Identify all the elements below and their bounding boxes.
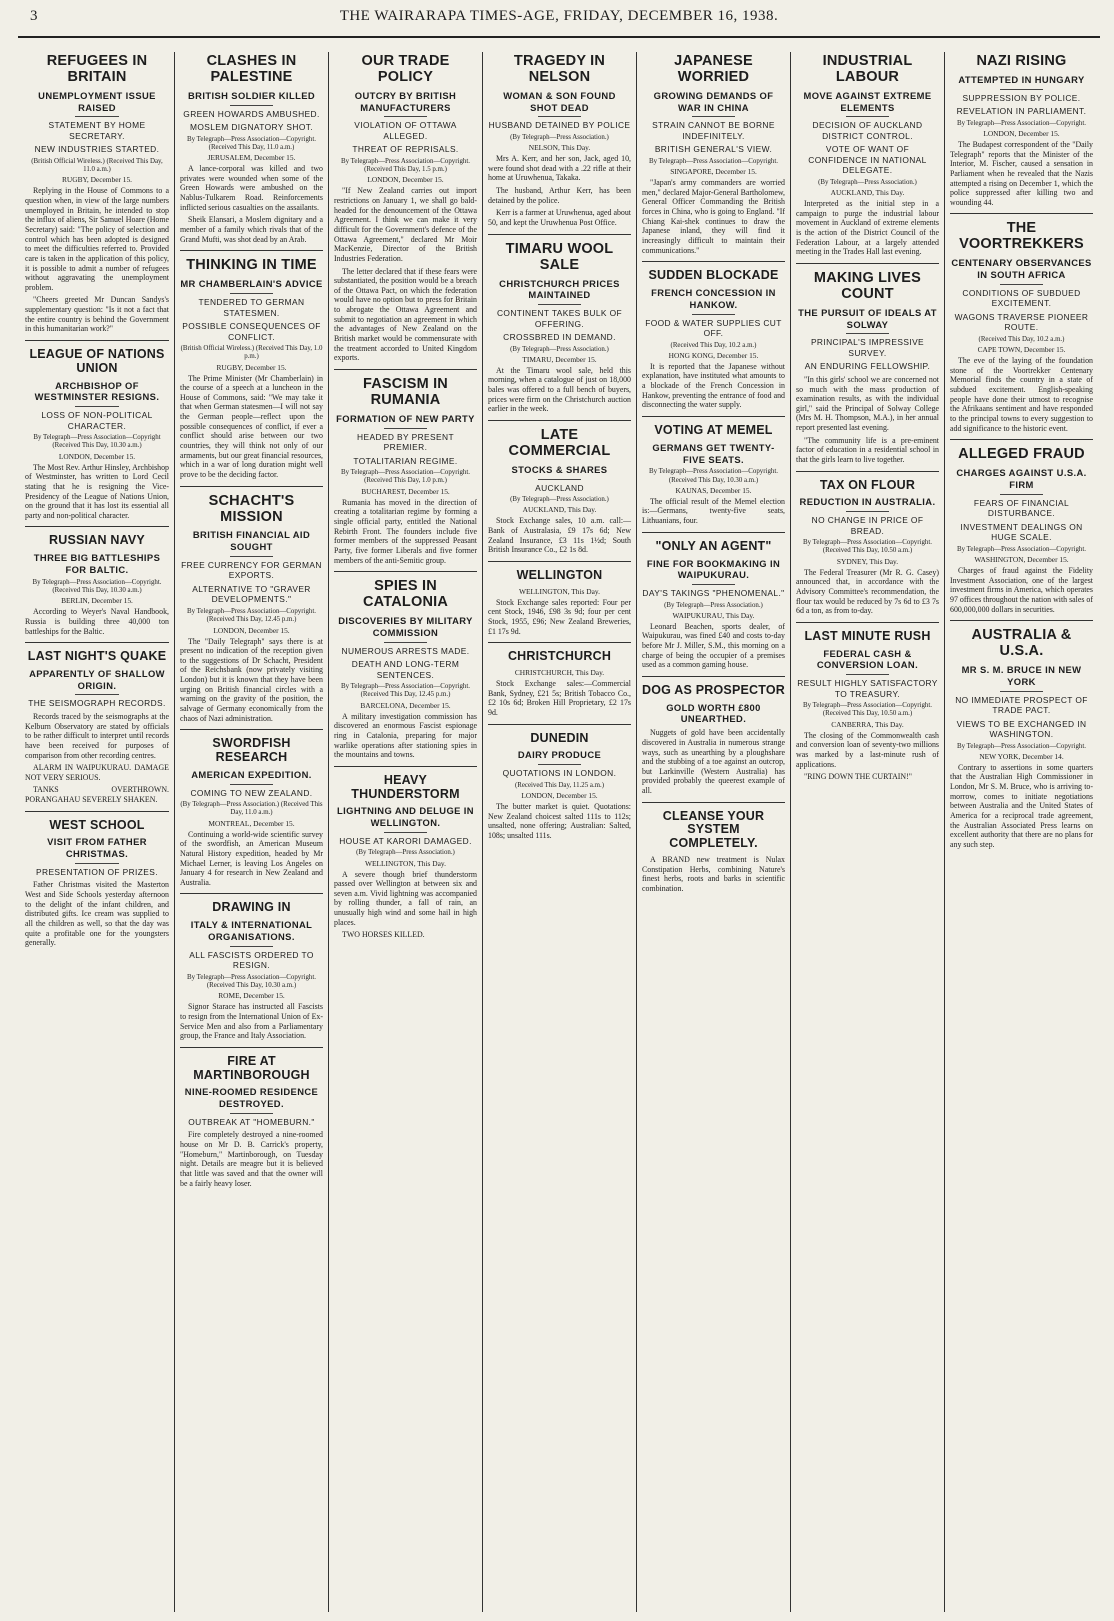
article <box>488 234 631 414</box>
article <box>950 620 1093 849</box>
article-headline: HEAVY THUNDERSTORM <box>351 772 460 801</box>
article-subheading: CHRISTCHURCH PRICES MAINTAINED <box>499 277 620 301</box>
article-dateline: WASHINGTON, December 15. <box>974 554 1069 564</box>
divider-rule <box>538 479 581 480</box>
divider-rule <box>230 105 273 106</box>
article-headline: DOG AS PROSPECTOR <box>642 682 786 697</box>
article <box>25 54 169 334</box>
article-subheading: OUTBREAK AT "HOMEBURN." <box>188 1116 315 1127</box>
article-headline: SPIES IN CATALONIA <box>362 578 449 611</box>
article-headline: NAZI RISING <box>976 53 1067 69</box>
article-dateline: LONDON, December 15. <box>58 451 136 461</box>
article-paragraph: Contrary to assertions in some quarters that the Australian High Commissioner in London, Mr S. M. Bruce, who is arriving to-morrow, comes to initiate negotiations between Australia and the United States of America for a reciprocal trade agreement, the Australian Associated Press learns on excellent authority that there are no plans for any such step. <box>950 762 1093 849</box>
article-paragraph: "Japan's army commanders are worried men," declared Major-General Bartholomew, General Officer Commanding the British forces in China, who is going to England. "If Chiang Kai-shek continues to draw the Japanese inland, they will find it increasingly difficult to maintain their communications." <box>642 178 785 255</box>
divider-rule <box>538 764 581 765</box>
article <box>180 54 323 244</box>
article-paragraph: Rumania has moved in the direction of creating a totalitarian regime by forming a single official party, entitled the National Rebirth Front. The founders include five former members of the suppressed Peasant Party, five former Liberals and five former members of the anti-Semitic group. <box>334 497 477 565</box>
article-subheading: HOUSE AT KARORI DAMAGED. <box>339 835 472 846</box>
divider-rule <box>538 116 581 117</box>
article-subheading: NUMEROUS ARRESTS MADE. <box>341 645 470 656</box>
article-paragraph: The butter market is quiet. Quotations: New Zealand choicest salted 111s to 112s; unsalted, none offering; Australian: Salted, 108s; unsalted 111s. <box>488 801 631 840</box>
article <box>642 261 785 410</box>
article-paragraph: The Budapest correspondent of the "Daily Telegraph" reports that the Minister of the Interior, M. Fischer, caused a sensation in Parliament when he revealed that the Nazis attempted a rising on December 1, which the police suppressed after killing two and wounding 44. <box>950 139 1093 207</box>
article-dateline: TIMARU, December 15. <box>522 354 597 364</box>
divider-rule <box>230 293 273 294</box>
article-paragraph: Charges of fraud against the Fidelity Investment Association, one of the largest investment firms in America, which operates 97 offices throughout the nation with sales of 600,000,000 dollars in securities. <box>950 565 1093 614</box>
article-paragraph: The letter declared that if these fears were substantiated, the position would be a breach of the Ottawa Pact, on which the federation would have no option but to press for Britain to abrogate the Ottawa Agreement and submit to negotiation an agreement in which the advantages of New Zealand on the British market would be commensurate with the treatment accorded to United Kingdom exports. <box>334 266 477 363</box>
article-paragraph: Mrs A. Kerr, and her son, Jack, aged 10, were found shot dead with a .22 rifle at their home at Uruwhenua, Takaka. <box>488 154 631 183</box>
article-paragraph: The closing of the Commonwealth cash and conversion loan of seventy-two millions was marked by a last-minute rush of applications. <box>796 730 939 769</box>
article-subheading: ALL FASCISTS ORDERED TO RESIGN. <box>189 949 314 971</box>
article-paragraph: The Prime Minister (Mr Chamberlain) in the course of a speech at a luncheon in the House of Commons, said: "We may take it that when German statesmen—I will not say the German people—reflect upon the possible consequences of conflict, if ever a conflict should arise between our two countries, they will think not only of our armaments, but our great financial resources, which in a war of long duration might well prove to be the deciding factor. <box>180 373 323 479</box>
divider-rule <box>1000 691 1043 692</box>
article-subheading: HUSBAND DETAINED BY POLICE <box>488 120 631 131</box>
article-headline: JAPANESE WORRIED <box>674 53 753 85</box>
article-subheading: CHARGES AGAINST U.S.A. FIRM <box>956 467 1087 490</box>
article-paragraph: The Most Rev. Arthur Hinsley, Archbishop of Westminster, has written to Lord Cecil stating that he is resigning the Vice-Presidency of the League of Nations Union, on the ground that it has lost its essential all party and non-political character. <box>25 462 169 520</box>
article-paragraph: A lance-corporal was killed and two privates were wounded when some of the Green Howards were ambushed on the Nablus-Tulkarem Road. Reinforcements inflicted serious casualties on the assailants. <box>180 164 323 212</box>
article-dateline: LONDON, December 15. <box>367 175 444 185</box>
article-paragraph: Interpreted as the initial step in a campaign to purge the industrial labour movement in Auckland of extreme elements is the action of the District Council of the Federation Labour, at a largely attended meeting in the Trades Hall last evening. <box>796 199 939 257</box>
article-subheading: FREE CURRENCY FOR GERMAN EXPORTS. <box>181 559 322 581</box>
article <box>950 54 1093 207</box>
article-paragraph: "RING DOWN THE CURTAIN!" <box>804 772 912 782</box>
article-subheading: FINE FOR BOOKMAKING IN WAIPUKURAU. <box>646 557 781 581</box>
article-paragraph: Stock Exchange sales, 10 a.m. call:—Bank of Australasia, £9 17s 6d; New Zealand Insurance, £3 11s 1½d; South British Insurance Co., £2 1s 8d. <box>488 516 631 555</box>
article-paragraph: The husband, Arthur Kerr, has been detained by the police. <box>488 186 631 205</box>
article-headline: AUSTRALIA & U.S.A. <box>971 627 1072 660</box>
article-headline: OUR TRADE POLICY <box>361 53 450 85</box>
article-credit: By Telegraph—Press Association—Copyright. (Received This Day, 12.45 p.m.) <box>187 607 316 624</box>
article-subheading: HEADED BY PRESENT PREMIER. <box>357 431 454 453</box>
article-subheading: DEATH AND LONG-TERM SENTENCES. <box>351 659 460 680</box>
article <box>25 642 169 805</box>
article-subheading: GROWING DEMANDS OF WAR IN CHINA <box>653 89 774 113</box>
article-paragraph: Records traced by the seismographs at the Kelburn Observatory are stated by officials to be rather difficult to interpret until records have been received for purposes of comparison from other recording centres. <box>25 711 169 760</box>
article-dateline: CHRISTCHURCH, This Day. <box>514 668 605 678</box>
article-dateline: SINGAPORE, December 15. <box>670 167 757 177</box>
article-credit: By Telegraph—Press Association—Copyright. (Received This Day, 10.50 a.m.) <box>803 539 932 555</box>
article-subheading: DAIRY PRODUCE <box>517 749 602 761</box>
article-dateline: WELLINGTON, This Day. <box>365 858 446 868</box>
column <box>174 52 328 1612</box>
divider-rule <box>230 556 273 557</box>
article-paragraph: Father Christmas visited the Masterton West and Side Schools yesterday afternoon to the delight of the infant children, and distributed gifts. Ice cream was supplied to all the children as well, so that the day was quite a profitable one for the youngsters generally. <box>25 880 169 948</box>
article-credit: By Telegraph—Press Association—Copyright. (Received This Day, 10.30 a.m.) <box>649 468 778 484</box>
article-subheading: AN ENDURING FELLOWSHIP. <box>804 361 931 372</box>
article <box>25 526 169 636</box>
article-paragraph: The eve of the laying of the foundation stone of the Voortrekker Centenary Memorial finds the country in a state of subdued excitement. English-speaking people have done their utmost to recognise the Afrikaans sentiment and have responded to the principal towns to every suggestion to add significance to the historic event. <box>950 356 1093 433</box>
article-paragraph: It is reported that the Japanese without explanation, have instituted what amounts to a blockade of the French Concession in Hankow, preventing the entrance of food and disconnecting the water supply. <box>642 361 785 410</box>
article-headline: TAX ON FLOUR <box>819 477 916 492</box>
article <box>25 811 169 948</box>
article-credit: (Received This Day, 10.2 a.m.) <box>670 341 757 349</box>
article-headline: "ONLY AN AGENT" <box>655 538 772 553</box>
article-subheading: LOSS OF NON-POLITICAL CHARACTER. <box>41 410 153 431</box>
article <box>796 263 939 465</box>
article-credit: By Telegraph—Press Association—Copyright. (Received This Day, 1.0 p.m.) <box>341 469 470 485</box>
article-subheading: DISCOVERIES BY MILITARY COMMISSION <box>338 615 473 638</box>
article-subheading: FEARS OF FINANCIAL DISTURBANCE. <box>973 497 1070 519</box>
article-paragraph: "In this girls' school we are concerned not so much with the mass production of examination results, as with the individual girl," said the Principal of Solway College (Mrs M. H. Thompson, M.A.), in her annual report presented last evening. <box>796 374 939 433</box>
article <box>642 416 785 526</box>
article-subheading: VIEWS TO BE EXCHANGED IN WASHINGTON. <box>956 718 1087 740</box>
article <box>25 340 169 520</box>
article-dateline: AUCKLAND, This Day. <box>830 188 905 198</box>
divider-rule <box>846 116 889 117</box>
article-subheading: MR CHAMBERLAIN'S ADVICE <box>180 278 323 290</box>
article-credit: (By Telegraph—Press Association.) <box>510 133 609 141</box>
article-credit: (By Telegraph—Press Association.) (Received This Day, 11.0 a.m.) <box>180 801 323 817</box>
article <box>642 54 785 255</box>
article-subheading: WOMAN & SON FOUND SHOT DEAD <box>503 89 616 113</box>
article-subheading: THREE BIG BATTLESHIPS FOR BALTIC. <box>33 552 161 575</box>
article-dateline: AUCKLAND, This Day. <box>522 505 597 515</box>
divider-rule <box>75 116 118 117</box>
article-subheading: VOTE OF WANT OF CONFIDENCE IN NATIONAL DELEGATE. <box>808 144 927 176</box>
article-subheading: BRITISH FINANCIAL AID SOUGHT <box>192 529 311 553</box>
article <box>950 213 1093 433</box>
article-credit: (By Telegraph—Press Association.) <box>356 849 455 857</box>
article-subheading: FORMATION OF NEW PARTY <box>336 412 475 424</box>
article-paragraph: The Federal Treasurer (Mr R. G. Casey) announced that, in accordance with the Advisory Committee's recommendation, the flour tax would be reduced by 7s 6d to £3 7s 6d a ton, as from to-day. <box>796 567 939 616</box>
article-paragraph: A military investigation commission has discovered an enormous Fascist espionage ring in Catalonia, preparing for major warlike operations after stationing spies in the mountains and towns. <box>334 711 477 760</box>
article-headline: VOTING AT MEMEL <box>654 423 773 438</box>
divider-rule <box>384 428 427 429</box>
divider-rule <box>384 832 427 833</box>
article-paragraph: Continuing a world-wide scientific survey of the swordfish, an American Museum Natural History expedition, headed by Mr Michael Lerner, is leaving Los Angeles on January 4 for research in New Zealand and Australia. <box>180 829 323 887</box>
article-subheading: AUCKLAND <box>535 482 584 493</box>
article <box>488 724 631 841</box>
divider-rule <box>75 863 118 864</box>
article <box>642 532 785 670</box>
article <box>334 369 477 565</box>
article-dateline: MONTREAL, December 15. <box>208 818 295 828</box>
article-headline: TRAGEDY IN NELSON <box>513 53 606 85</box>
article-subheading: APPARENTLY OF SHALLOW ORIGIN. <box>29 667 165 691</box>
article-dateline: NEW YORK, December 14. <box>979 751 1064 761</box>
article <box>334 54 477 363</box>
article-paragraph: "If New Zealand carries out import restrictions on January 1, we shall go bald-headed for the denouncement of the Ottawa Agreement. I think we can make it very difficult for the Government's defence of the Ottawa Agreement," declared Mr Moir MacKenzie, Director of the British Industries Federation. <box>334 186 477 263</box>
article-subheading: MR S. M. BRUCE IN NEW YORK <box>961 664 1082 687</box>
article <box>180 1047 323 1188</box>
divider-rule <box>384 642 427 643</box>
article-dateline: BUCHAREST, December 15. <box>361 486 450 496</box>
article <box>180 486 323 724</box>
article-credit: By Telegraph—Press Association—Copyright. (Received This Day, 1.5 p.m.) <box>341 157 470 174</box>
article-subheading: PRINCIPAL'S IMPRESSIVE SURVEY. <box>810 337 925 358</box>
article-subheading: POSSIBLE CONSEQUENCES OF CONFLICT. <box>182 321 321 342</box>
article-headline: LAST MINUTE RUSH <box>804 628 931 643</box>
article-headline: THE VOORTREKKERS <box>959 220 1084 253</box>
article-credit: (British Official Wireless.) (Received This Day, 1.0 p.m.) <box>180 345 323 361</box>
article-headline: SCHACHT'S MISSION <box>208 492 295 525</box>
article-headline: INDUSTRIAL LABOUR <box>822 53 913 85</box>
article-credit: (British Official Wireless.) (Received This Day, 11.0 a.m.) <box>31 157 163 174</box>
article-credit: By Telegraph—Press Association—Copyright. <box>957 119 1086 127</box>
article-credit: By Telegraph—Press Association—Copyright. (Received This Day, 10.30 a.m.) <box>187 973 316 989</box>
article-dateline: LONDON, December 15. <box>983 128 1060 138</box>
article-paragraph: Stock Exchange sales reported: Four per cent Stock, 1946, £98 3s 9d; four per cent Stock, 1955, £96; New Zealand Breweries, £1 17s 9d. <box>488 597 631 636</box>
article-dateline: LONDON, December 15. <box>521 790 598 800</box>
article-subheading: OUTCRY BY BRITISH MANUFACTURERS <box>354 89 457 113</box>
article-credit: (By Telegraph—Press Association.) <box>664 601 763 609</box>
article-headline: MAKING LIVES COUNT <box>813 270 922 302</box>
divider-rule <box>230 946 273 947</box>
article-headline: TIMARU WOOL SALE <box>505 240 614 273</box>
article-paragraph: "Cheers greeted Mr Duncan Sandys's supplementary question: "Is it not a fact that the entire country is behind the Government in this humanitarian work?" <box>25 295 169 334</box>
article-subheading: BRITISH GENERAL'S VIEW. <box>654 144 773 155</box>
article <box>334 571 477 760</box>
divider-rule <box>1000 284 1043 285</box>
column <box>944 52 1098 1612</box>
article-subheading: ALTERNATIVE TO "GRAVER DEVELOPMENTS." <box>192 583 311 605</box>
article-headline: WELLINGTON <box>516 567 603 582</box>
article-paragraph: Fire completely destroyed a nine-roomed house on Mr D. B. Carrick's property, "Homeburn," Martinborough, on Tuesday night. Details are meagre but it is believed that little was saved and that the owner will be a fairly heavy loser. <box>180 1130 323 1188</box>
article-headline: LAST NIGHT'S QUAKE <box>27 649 167 664</box>
article-subheading: DAY'S TAKINGS "PHENOMENAL." <box>642 588 785 598</box>
article-headline: DRAWING IN <box>212 900 291 915</box>
divider-rule <box>538 304 581 305</box>
article-subheading: TENDERED TO GERMAN STATESMEN. <box>198 297 305 318</box>
article-subheading: SUPPRESSION BY POLICE. <box>962 92 1081 103</box>
article-subheading: REVELATION IN PARLIAMENT. <box>956 106 1087 117</box>
article <box>950 439 1093 614</box>
article-dateline: WELLINGTON, This Day. <box>519 586 600 596</box>
article-paragraph: A BRAND new treatment is Nulax Constipation Herbs, combining Nature's finest herbs, roots and barks in scientific combination. <box>642 854 785 893</box>
article-subheading: STOCKS & SHARES <box>511 463 608 475</box>
article-paragraph: ALARM IN WAIPUKURAU. DAMAGE NOT VERY SERIOUS. <box>25 763 169 782</box>
article-paragraph: "The community life is a pre-eminent factor of education in a residential school in that the girls learn to live together. <box>796 435 939 464</box>
article-subheading: REDUCTION IN AUSTRALIA. <box>799 496 936 508</box>
article <box>180 729 323 887</box>
article-paragraph: Replying in the House of Commons to a question when, in view of the large numbers unemployed in Britain, he intended to stop the influx of aliens, Sir Samuel Hoare (Home Secretary) said: "The policy of selection and control which has been adopted is designed to meet the difficulties referred to. Provided care is taken in the application of this policy, it is possible to admit a number of refugees without aggravating the unemployment problem. <box>25 186 169 292</box>
divider-rule <box>846 674 889 675</box>
article-subheading: RESULT HIGHLY SATISFACTORY TO TREASURY. <box>797 678 938 699</box>
article-headline: CLASHES IN PALESTINE <box>206 53 297 85</box>
article-subheading: GOLD WORTH £800 UNEARTHED. <box>666 701 761 725</box>
article <box>796 622 939 782</box>
article-subheading: CONTINENT TAKES BULK OF OFFERING. <box>496 308 623 329</box>
article-headline: FASCISM IN RUMANIA <box>363 375 448 408</box>
article-dateline: ROME, December 15. <box>218 991 285 1001</box>
article <box>488 561 631 636</box>
divider-rule <box>75 694 118 695</box>
article-headline: FIRE AT MARTINBOROUGH <box>193 1053 310 1082</box>
article-subheading: NO CHANGE IN PRICE OF BREAD. <box>811 515 924 536</box>
divider-rule <box>384 116 427 117</box>
article-subheading: FEDERAL CASH & CONVERSION LOAN. <box>816 647 919 671</box>
article-dateline: SYDNEY, This Day. <box>836 556 899 566</box>
article <box>180 250 323 479</box>
article-headline: CLEANSE YOUR SYSTEM COMPLETELY. <box>662 808 765 851</box>
article-subheading: WAGONS TRAVERSE PIONEER ROUTE. <box>954 311 1089 333</box>
article-subheading: ATTEMPTED IN HUNGARY <box>958 73 1085 85</box>
article <box>642 676 785 796</box>
article-headline: REFUGEES IN BRITAIN <box>46 53 148 85</box>
article-headline: CHRISTCHURCH <box>507 649 612 664</box>
article-subheading: STRAIN CANNOT BE BORNE INDEFINITELY. <box>652 120 775 141</box>
article <box>488 54 631 228</box>
column <box>328 52 482 1612</box>
article-paragraph: Kerr is a farmer at Uruwhenua, aged about 50, and kept the Uruwhenua Post Office. <box>488 208 631 227</box>
article-dateline: KAUNAS, December 15. <box>675 485 752 495</box>
divider-rule <box>230 1113 273 1114</box>
article-paragraph: TWO HORSES KILLED. <box>342 930 425 940</box>
article-paragraph: According to Weyer's Naval Handbook, Russia is building three 40,000 ton battleships for the Baltic. <box>25 607 169 636</box>
article-credit: (By Telegraph—Press Association.) <box>510 496 609 504</box>
article-paragraph: Leonard Beachen, sports dealer, of Waipukurau, was fined £40 and costs to-day before Mr J. Miller, S.M., this morning on a charge of being the occupier of a premises used as a common gaming house. <box>642 621 785 670</box>
article-subheading: CENTENARY OBSERVANCES IN SOUTH AFRICA <box>951 257 1092 281</box>
article-headline: LEAGUE OF NATIONS UNION <box>29 347 165 375</box>
article-subheading: QUOTATIONS IN LONDON. <box>502 768 617 779</box>
article-dateline: CAPE TOWN, December 15. <box>977 345 1066 355</box>
article-credit: By Telegraph—Press Association—Copyright (Received This Day, 10.30 a.m.) <box>33 434 161 450</box>
article-dateline: LONDON, December 15. <box>213 625 290 635</box>
article-subheading: FOOD & WATER SUPPLIES CUT OFF. <box>645 317 782 339</box>
divider-rule <box>230 784 273 785</box>
article-subheading: TOTALITARIAN REGIME. <box>353 455 458 466</box>
article-subheading: NO IMMEDIATE PROSPECT OF TRADE PACT. <box>955 694 1088 716</box>
article-credit: (By Telegraph—Press Association.) <box>510 345 609 353</box>
article-subheading: CONDITIONS OF SUBDUED EXCITEMENT. <box>962 287 1081 309</box>
article-headline: WEST SCHOOL <box>49 817 145 832</box>
divider-rule <box>846 511 889 512</box>
article <box>796 54 939 257</box>
article-credit: By Telegraph—Press Association—Copyright. (Received This Day, 11.0 a.m.) <box>187 135 316 151</box>
article-credit: By Telegraph—Press Association—Copyright. <box>649 157 778 165</box>
article-dateline: NELSON, This Day. <box>528 143 591 153</box>
article-paragraph: Sheik Elansari, a Moslem dignitary and a member of a family which rivals that of the Grand Mufti, was shot dead by an Arab. <box>180 215 323 244</box>
article-paragraph: A severe though brief thunderstorm passed over Wellington at between six and seven a.m. Vivid lightning was accompanied by rolling thunder, a fall of rain, an unusually high wind and some hail in high places. <box>334 869 477 927</box>
column <box>790 52 944 1612</box>
article-dateline: WAIPUKURAU, This Day. <box>672 610 755 620</box>
article-paragraph: The official result of the Memel election is:—Germans, twenty-five seats, Lithuanians, four. <box>642 496 785 526</box>
masthead <box>18 0 1100 38</box>
article-subheading: INVESTMENT DEALINGS ON HUGE SCALE. <box>960 521 1083 543</box>
article-credit: By Telegraph—Press Association—Copyright. (Received This Day, 10.30 a.m.) <box>32 578 162 594</box>
divider-rule <box>75 406 118 407</box>
article-subheading: STATEMENT BY HOME SECRETARY. <box>48 120 146 141</box>
article-subheading: ITALY & INTERNATIONAL ORGANISATIONS. <box>190 919 313 942</box>
article <box>488 642 631 717</box>
article-subheading: COMING TO NEW ZEALAND. <box>190 787 313 798</box>
article <box>334 766 477 940</box>
article-subheading: THE SEISMOGRAPH RECORDS. <box>28 698 166 709</box>
article-subheading: LIGHTNING AND DELUGE IN WELLINGTON. <box>337 805 474 829</box>
divider-rule <box>846 333 889 334</box>
article <box>180 893 323 1040</box>
article-dateline: CANBERRA, This Day. <box>831 719 904 729</box>
article-subheading: CROSSBRED IN DEMAND. <box>503 332 616 343</box>
article-headline: LATE COMMERCIAL <box>508 427 611 459</box>
divider-rule <box>1000 494 1043 495</box>
article <box>796 471 939 616</box>
article-headline: SWORDFISH RESEARCH <box>212 736 291 765</box>
article-dateline: HONG KONG, December 15. <box>668 350 759 360</box>
divider-rule <box>1000 89 1043 90</box>
article-subheading: ARCHBISHOP OF WESTMINSTER RESIGNS. <box>34 379 160 403</box>
article-paragraph: Stock Exchange sales:—Commercial Bank, Sydney, £21 5s; British Tobacco Co., £2 10s 6d; Broken Hill Proprietary, £2 17s 9d. <box>488 679 631 717</box>
page-number: 3 <box>30 8 38 24</box>
column <box>482 52 636 1612</box>
article-headline: THINKING IN TIME <box>186 257 317 274</box>
article-credit: By Telegraph—Press Association—Copyright. <box>957 545 1086 553</box>
article-paragraph: The "Daily Telegraph" says there is at present no indication of the reception given to the suggestions of Dr Schacht, President of the Reichsbank (now privately visiting London) but it is known that they have been urging on British financial circles with a warning on the gravity of the position, the salvage of Germany economically from the chaos of Nazi administration. <box>180 636 323 723</box>
article-credit: (Received This Day, 10.2 a.m.) <box>978 335 1065 343</box>
article-subheading: VISIT FROM FATHER CHRISTMAS. <box>47 836 147 860</box>
article-paragraph: At the Timaru wool sale, held this morning, when a catalogue of just on 18,000 bales was offered to a full bench of buyers, prices were firm on the Christchurch auction earlier in the week. <box>488 365 631 414</box>
article-subheading: NEW INDUSTRIES STARTED. <box>34 144 160 155</box>
newspaper-title: THE WAIRARAPA TIMES-AGE, FRIDAY, DECEMBER 16, 1938. <box>339 8 779 24</box>
article-credit: (Received This Day, 11.25 a.m.) <box>514 781 605 789</box>
article-subheading: MOSLEM DIGNATORY SHOT. <box>189 122 314 133</box>
article <box>642 802 785 894</box>
article-dateline: RUGBY, December 15. <box>61 175 133 185</box>
article-subheading: THREAT OF REPRISALS. <box>352 144 459 155</box>
article-paragraph: Nuggets of gold have been accidentally discovered in Australia in numerous strange ways, such as unearthing by a ploughshare and the stubbing of a toe against an outcrop, but Larkinville (Western Australia) has provided probably the queerest example of all. <box>642 728 785 796</box>
article-dateline: JERUSALEM, December 15. <box>207 153 296 163</box>
article-subheading: PRESENTATION OF PRIZES. <box>36 866 158 877</box>
article-dateline: BARCELONA, December 15. <box>360 700 451 710</box>
article-paragraph: Signor Starace has instructed all Fascists to resign from the International Union of Ex-Service Men and also from a Parliamentary group, the France and Italy Association. <box>180 1002 323 1041</box>
article-dateline: RUGBY, December 15. <box>216 362 287 372</box>
article-subheading: UNEMPLOYMENT ISSUE RAISED <box>38 89 156 113</box>
article <box>488 420 631 555</box>
article-headline: RUSSIAN NAVY <box>49 533 145 548</box>
article-headline: SUDDEN BLOCKADE <box>648 268 779 283</box>
article-paragraph: TANKS OVERTHROWN. PORANGAHAU SEVERELY SHAKEN. <box>25 785 169 805</box>
article-subheading: DECISION OF AUCKLAND DISTRICT CONTROL. <box>812 120 923 141</box>
article-headline: ALLEGED FRAUD <box>958 446 1085 463</box>
article-subheading: GERMANS GET TWENTY-FIVE SEATS. <box>652 441 775 465</box>
divider-rule <box>692 116 735 117</box>
article-credit: By Telegraph—Press Association—Copyright. <box>957 742 1086 750</box>
column <box>20 52 174 1612</box>
newspaper-columns <box>20 52 1098 1612</box>
column <box>636 52 790 1612</box>
article-credit: By Telegraph—Press Association—Copyright. (Received This Day, 12.45 p.m.) <box>341 683 470 699</box>
article-subheading: NINE-ROOMED RESIDENCE DESTROYED. <box>184 1086 319 1110</box>
divider-rule <box>692 584 735 585</box>
divider-rule <box>692 314 735 315</box>
article-credit: By Telegraph—Press Association—Copyright. (Received This Day, 10.50 a.m.) <box>803 702 932 718</box>
article-subheading: BRITISH SOLDIER KILLED <box>187 89 316 101</box>
article-dateline: BERLIN, December 15. <box>61 596 133 606</box>
article-subheading: VIOLATION OF OTTAWA ALLEGED. <box>354 120 457 141</box>
article-subheading: MOVE AGAINST EXTREME ELEMENTS <box>803 89 932 113</box>
article-subheading: AMERICAN EXPEDITION. <box>191 768 312 780</box>
article-credit: (By Telegraph—Press Association.) <box>818 178 917 186</box>
article-subheading: GREEN HOWARDS AMBUSHED. <box>183 108 320 119</box>
article-subheading: FRENCH CONCESSION IN HANKOW. <box>651 287 776 310</box>
article-subheading: THE PURSUIT OF IDEALS AT SOLWAY <box>798 306 937 330</box>
article-headline: DUNEDIN <box>530 730 589 745</box>
